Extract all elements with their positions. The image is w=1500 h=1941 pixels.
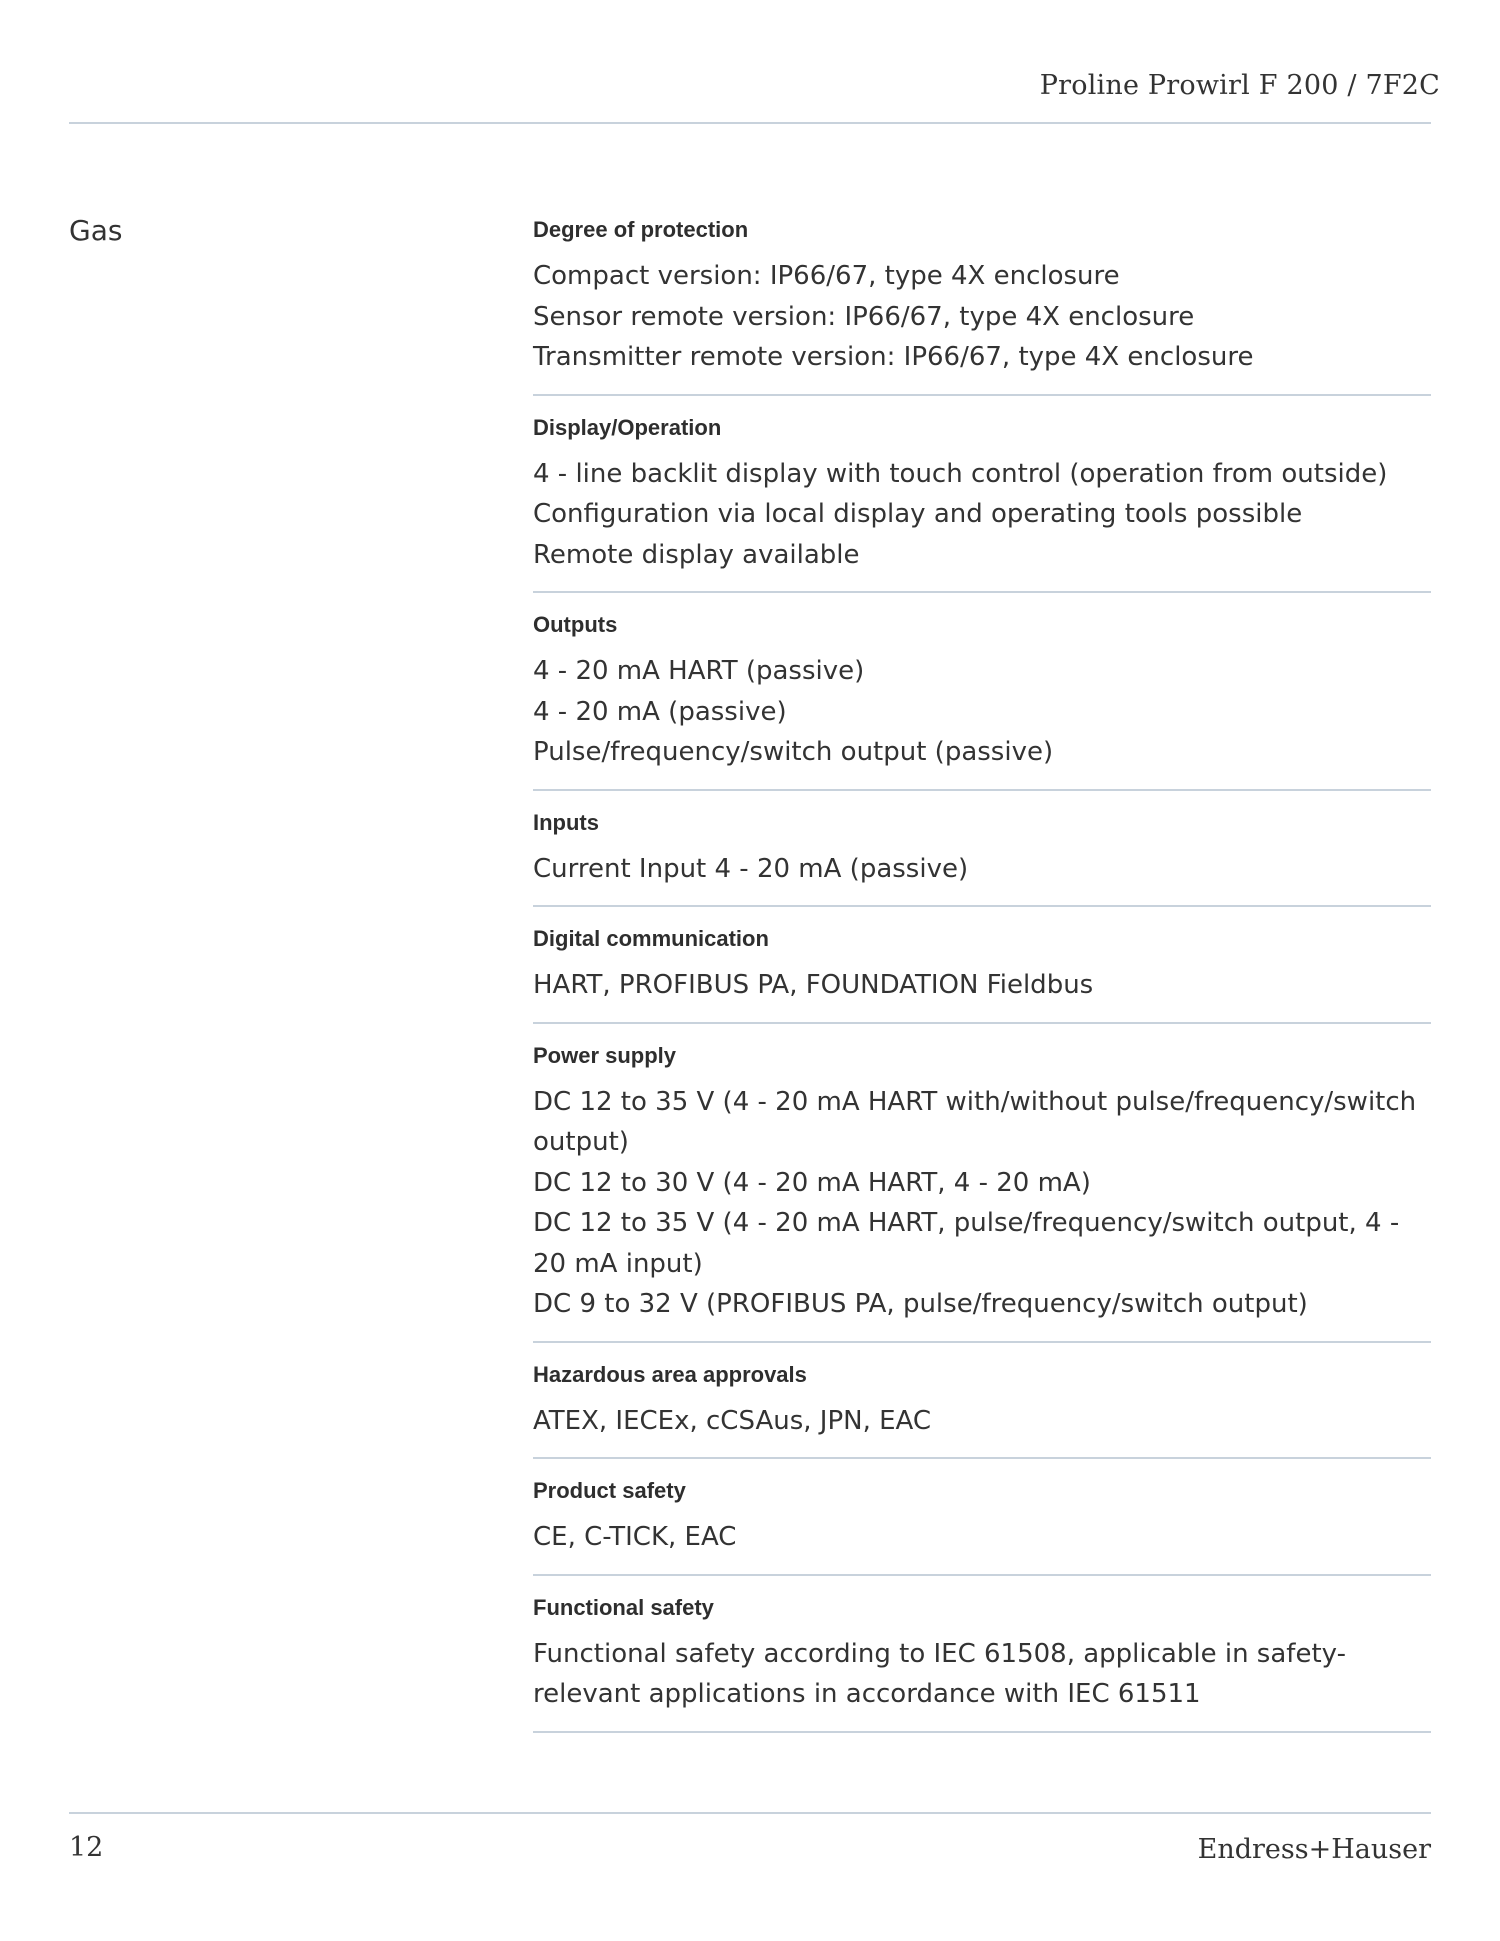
section-title: Degree of protection bbox=[533, 217, 749, 242]
section-title: Power supply bbox=[533, 1042, 677, 1068]
section-line: HART, PROFIBUS PA, FOUNDATION Fieldbus bbox=[533, 970, 1094, 1000]
section-line: DC 12 to 30 V (4 - 20 mA HART, 4 - 20 mA) bbox=[533, 1167, 1091, 1198]
spec-section-inputs bbox=[533, 809, 1431, 908]
section-line: Current Input 4 - 20 mA (passive) bbox=[533, 853, 969, 884]
section-title: Inputs bbox=[533, 809, 599, 835]
header-divider bbox=[69, 122, 1431, 124]
section-line: 4 - line backlit display with touch control (operation from outside) bbox=[533, 458, 1388, 489]
section-title: Outputs bbox=[533, 612, 618, 637]
section-line: Transmitter remote version: IP66/67, type 4X enclosure bbox=[533, 342, 1254, 372]
spec-section-power-supply bbox=[533, 1042, 1431, 1343]
spec-section-product-safety bbox=[533, 1477, 1431, 1576]
spec-section-degree-of-protection bbox=[533, 216, 1431, 396]
section-title: Functional safety bbox=[533, 1594, 714, 1620]
section-line: 4 - 20 mA HART (passive) bbox=[533, 656, 865, 686]
section-line: Functional safety according to IEC 61508, applicable in safety-relevant applications in accordance with IEC 61511 bbox=[533, 1638, 1346, 1709]
spec-section-functional-safety bbox=[533, 1594, 1431, 1733]
document-header-title: Proline Prowirl F 200 / 7F2C bbox=[1039, 70, 1440, 101]
spec-section-digital-communication bbox=[533, 925, 1431, 1024]
section-line: DC 12 to 35 V (4 - 20 mA HART with/without pulse/frequency/switch output) bbox=[533, 1086, 1417, 1157]
section-line: ATEX, IECEx, cCSAus, JPN, EAC bbox=[533, 1405, 932, 1436]
section-line: Sensor remote version: IP66/67, type 4X enclosure bbox=[533, 301, 1195, 332]
spec-section-outputs bbox=[533, 611, 1431, 791]
section-line: Compact version: IP66/67, type 4X enclosure bbox=[533, 261, 1120, 291]
section-line: DC 12 to 35 V (4 - 20 mA HART, pulse/frequency/switch output, 4 - 20 mA input) bbox=[533, 1208, 1400, 1279]
spec-sections bbox=[533, 216, 1431, 1751]
section-line: Pulse/frequency/switch output (passive) bbox=[533, 737, 1054, 767]
spec-section-display-operation bbox=[533, 414, 1431, 594]
page-number: 12 bbox=[69, 1832, 104, 1863]
section-title: Display/Operation bbox=[533, 414, 722, 440]
section-title: Hazardous area approvals bbox=[533, 1361, 807, 1387]
side-label: Gas bbox=[69, 214, 123, 247]
section-title: Product safety bbox=[533, 1478, 686, 1503]
section-title: Digital communication bbox=[533, 926, 769, 951]
brand-name: Endress+Hauser bbox=[1197, 1834, 1431, 1865]
section-line: Remote display available bbox=[533, 539, 860, 570]
section-line: CE, C-TICK, EAC bbox=[533, 1522, 737, 1552]
section-line: Configuration via local display and operating tools possible bbox=[533, 499, 1303, 529]
spec-section-hazardous-area-approvals bbox=[533, 1361, 1431, 1460]
section-line: 4 - 20 mA (passive) bbox=[533, 696, 787, 727]
footer-divider bbox=[69, 1812, 1431, 1814]
section-line: DC 9 to 32 V (PROFIBUS PA, pulse/frequency/switch output) bbox=[533, 1289, 1308, 1319]
